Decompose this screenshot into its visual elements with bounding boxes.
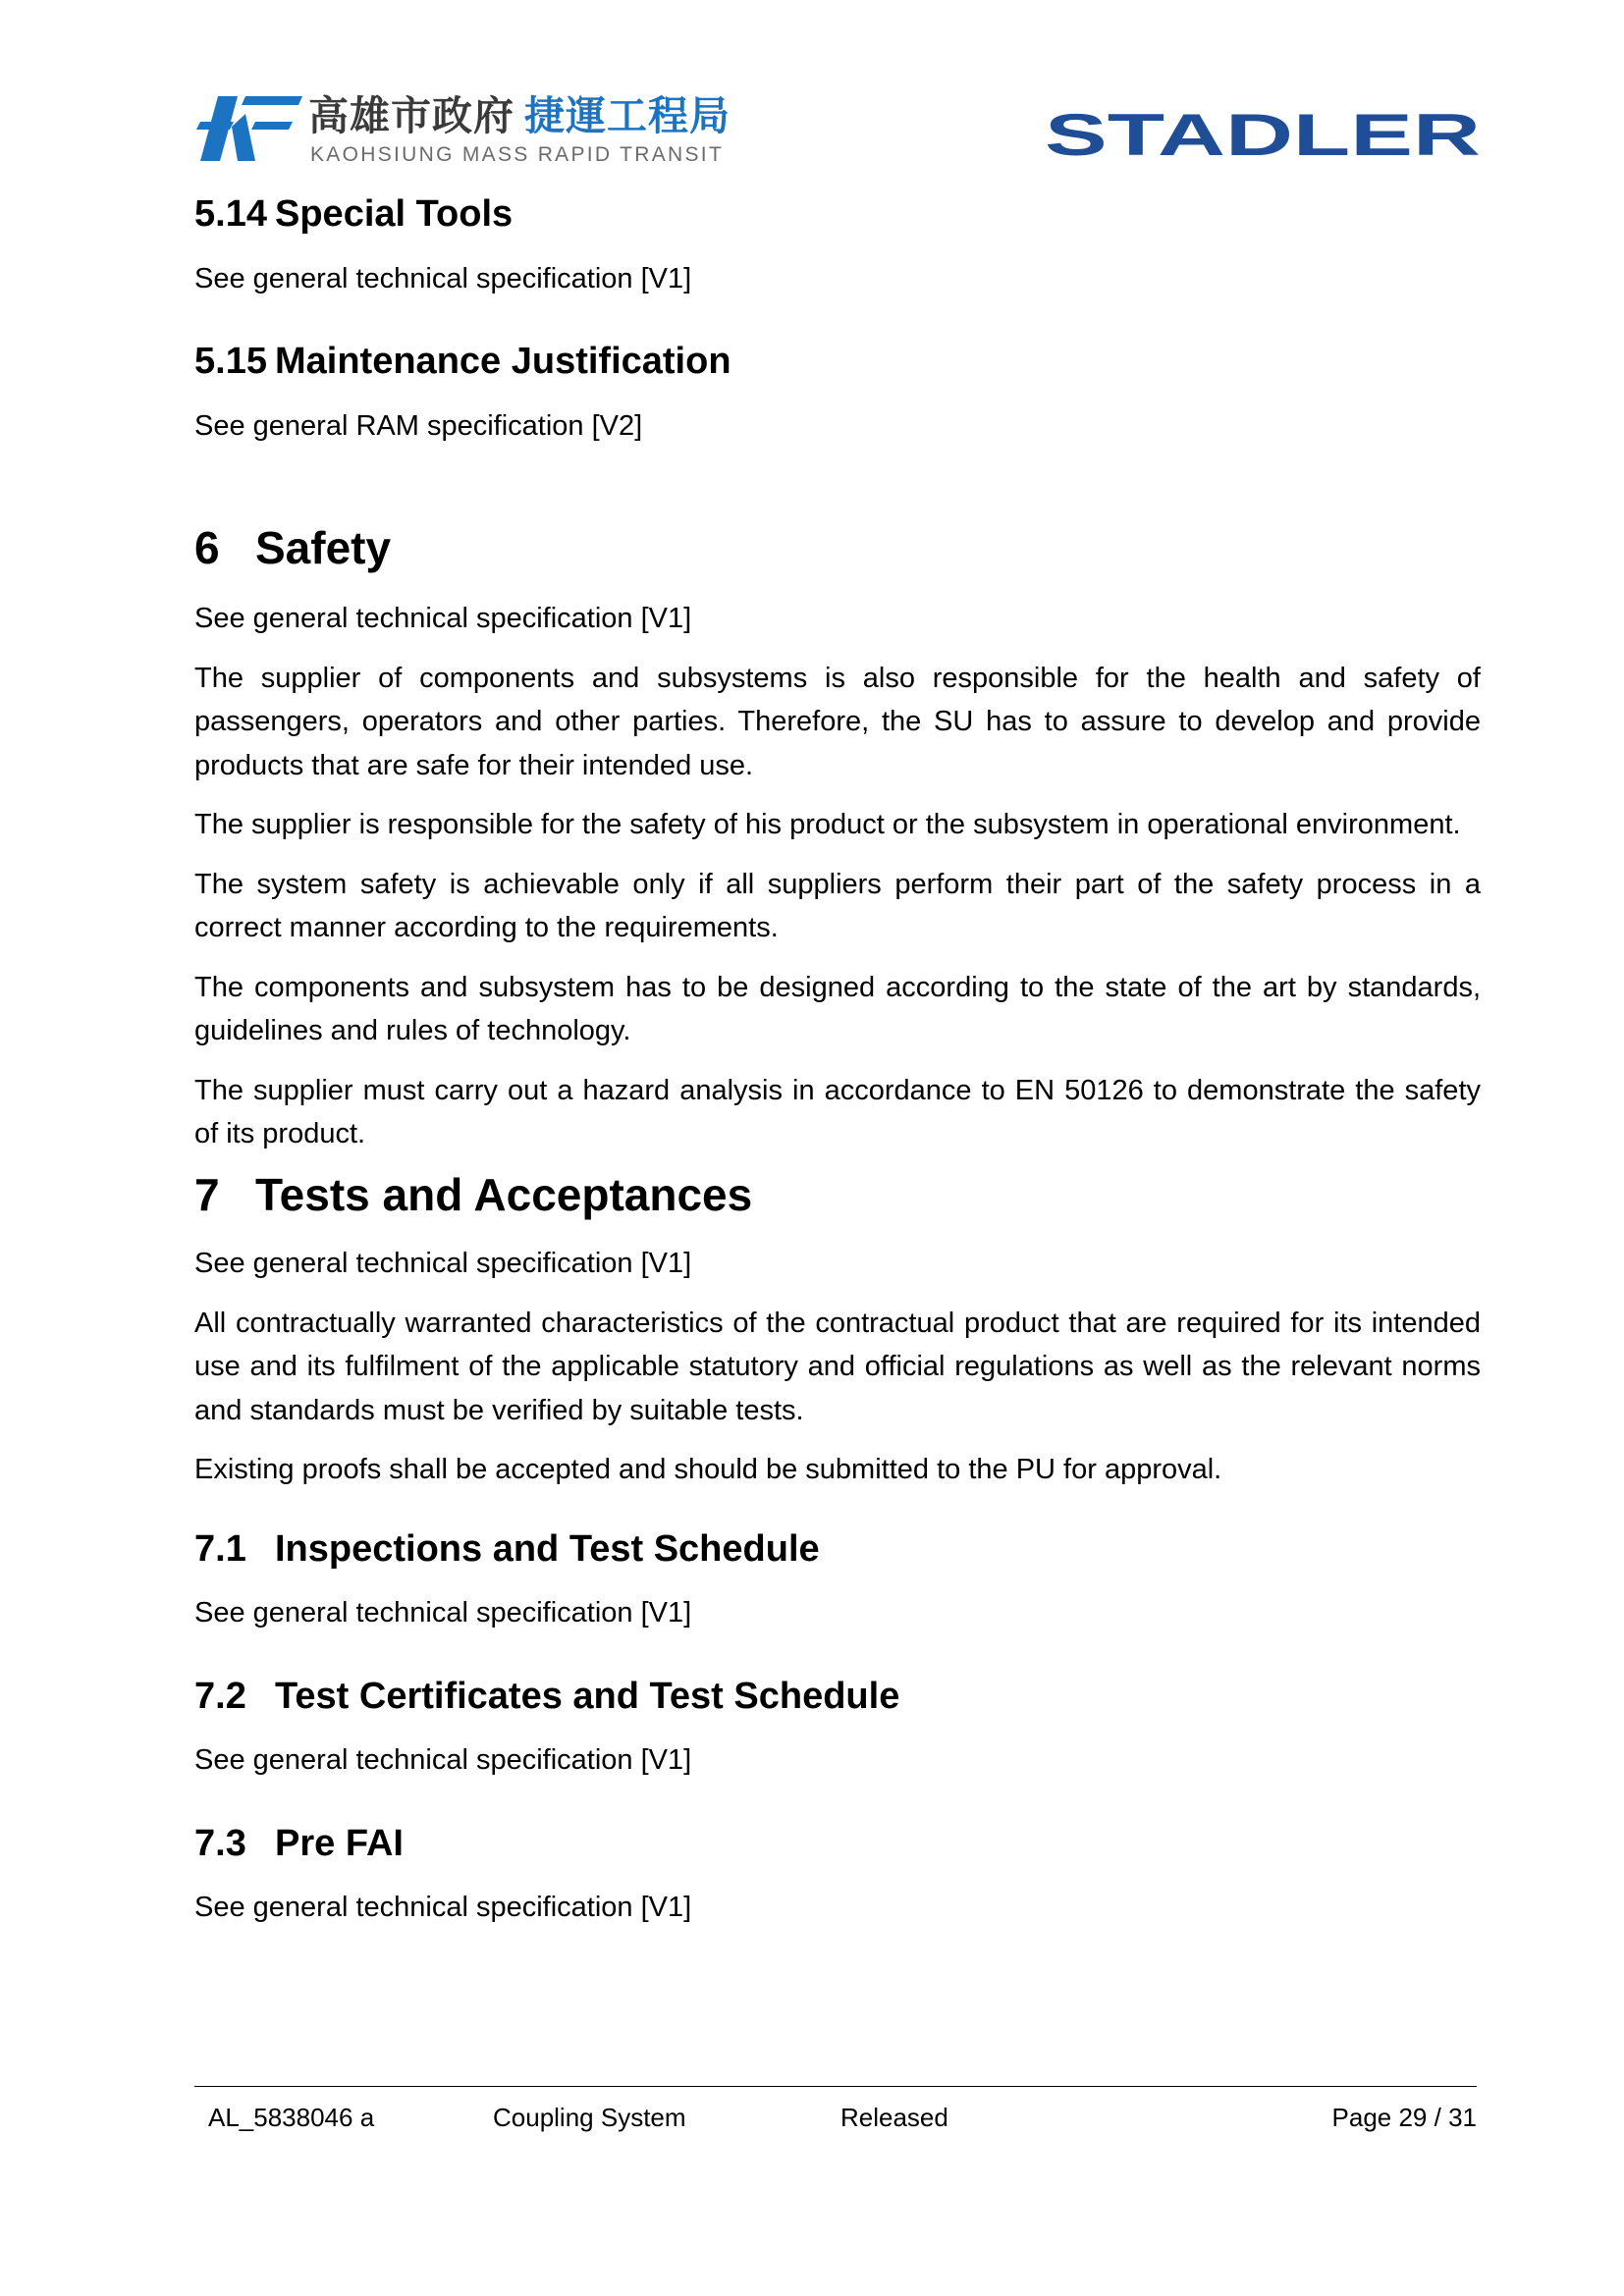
section-number: 7 — [194, 1168, 220, 1220]
section-heading-7-1 — [194, 1527, 1481, 1573]
paragraph: All contractually warranted characteristics of the contractual product that are required for its intended use and its fulfilment of the applicable statutory and official regulations as well as the relevant norms and standards must be verified by suitable tests. — [194, 1307, 1481, 1426]
kmrt-name-english: KAOHSIUNG MASS RAPID TRANSIT — [310, 143, 725, 166]
paragraph: The system safety is achievable only if all suppliers perform their part of the safety process in a correct manner according to the requirements. — [194, 868, 1481, 944]
kmrt-emblem-icon — [194, 94, 304, 163]
kmrt-name-bureau: 捷運工程局 — [524, 93, 731, 138]
section-title: Test Certificates and Test Schedule — [275, 1675, 900, 1717]
kmrt-logo — [194, 93, 731, 173]
section-number: 7.3 — [194, 1822, 246, 1864]
section-heading-6 — [194, 521, 1481, 575]
section-title: Maintenance Justification — [275, 341, 731, 383]
paragraph: The supplier is responsible for the safety of his product or the subsystem in operational environment. — [194, 809, 1461, 841]
section-title: Tests and Acceptances — [255, 1168, 753, 1220]
paragraph: See general technical specification [V1] — [194, 262, 692, 294]
stadler-logo — [1045, 110, 1481, 159]
paragraph: See general technical specification [V1] — [194, 1597, 692, 1629]
paragraph: See general technical specification [V1] — [194, 1744, 692, 1777]
paragraph: See general technical specification [V1] — [194, 603, 692, 635]
section-title: Special Tools — [275, 193, 514, 235]
paragraph: Existing proofs shall be accepted and should be submitted to the PU for approval. — [194, 1454, 1222, 1486]
section-number: 7.1 — [194, 1527, 246, 1570]
stadler-logo-text: STADLER — [1045, 110, 1481, 159]
footer-status: Released — [840, 2103, 948, 2132]
paragraph: See general technical specification [V1] — [194, 1892, 692, 1924]
section-heading-5-14 — [194, 192, 1481, 238]
section-heading-7-3 — [194, 1822, 1481, 1867]
section-title: Safety — [255, 522, 392, 574]
section-title: Inspections and Test Schedule — [275, 1527, 820, 1570]
section-number: 5.14 — [194, 193, 267, 235]
section-heading-7 — [194, 1168, 1481, 1222]
paragraph: The components and subsystem has to be designed according to the state of the art by standards, guidelines and rules of technology. — [194, 971, 1481, 1047]
section-number: 6 — [194, 522, 220, 574]
footer-subject: Coupling System — [493, 2103, 686, 2132]
paragraph: See general technical specification [V1] — [194, 1248, 692, 1280]
section-number: 5.15 — [194, 341, 267, 383]
page-header — [0, 0, 1624, 187]
footer-page-number: Page 29 / 31 — [1331, 2103, 1477, 2132]
section-number: 7.2 — [194, 1675, 246, 1717]
paragraph: The supplier of components and subsystems is also responsible for the health and safety of passengers, operators and other parties. Therefore, the SU has to assure to develop and provide products that are safe for their intended use. — [194, 662, 1481, 781]
footer-divider — [194, 2086, 1477, 2087]
section-heading-7-2 — [194, 1675, 1481, 1720]
footer-doc-id: AL_5838046 a — [208, 2103, 375, 2132]
kmrt-name-gov: 高雄市政府 — [308, 93, 514, 138]
section-heading-5-15 — [194, 340, 1481, 385]
section-title: Pre FAI — [275, 1822, 404, 1864]
paragraph: See general RAM specification [V2] — [194, 409, 643, 442]
kmrt-name-chinese — [308, 93, 731, 138]
paragraph: The supplier must carry out a hazard analysis in accordance to EN 50126 to demonstrate the safety of its product. — [194, 1074, 1481, 1150]
document-body — [194, 187, 1481, 1930]
